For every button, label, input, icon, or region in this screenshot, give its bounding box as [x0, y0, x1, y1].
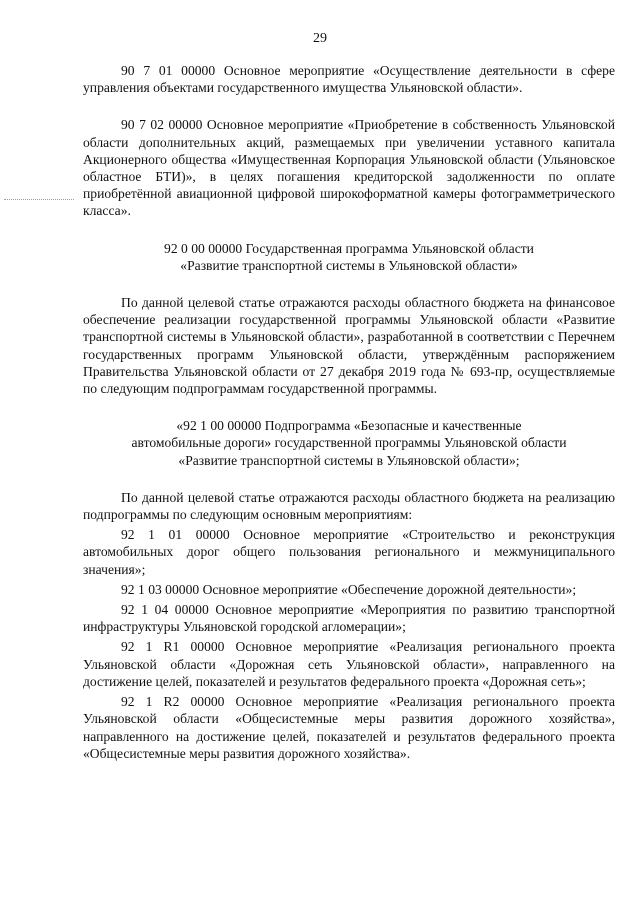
- page-number: 29: [313, 31, 327, 46]
- scan-margin-marks: [4, 199, 74, 204]
- heading-line: «Развитие транспортной системы в Ульяновской области»;: [178, 452, 520, 468]
- heading-subprogram: [83, 417, 615, 469]
- paragraph-program-description: По данной целевой статье отражаются расходы областного бюджета на финансовое обеспечение реализации государственной программы Ульяновской области «Развитие транспортной системы в Ульяновской области», разработанной в соответствии с Перечнем государственных программ Ульяновской области, утверждённым распоряжением Правительства Ульяновской области от 27 декабря 2019 года № 693-пр, осуществляемые по следующим подпрограммам государственной программы.: [83, 295, 615, 397]
- heading-line: 92 0 00 00000 Государственная программа Ульяновской области: [164, 240, 534, 256]
- list-item-92104: 92 1 04 00000 Основное мероприятие «Мероприятия по развитию транспортной инфраструктуры Ульяновской городской агломерации»;: [83, 602, 615, 635]
- heading-state-program: [83, 240, 615, 274]
- heading-line: «Развитие транспортной системы в Ульяновской области»: [180, 257, 518, 273]
- paragraph-90702: 90 7 02 00000 Основное мероприятие «Приобретение в собственность Ульяновской области дополнительных акций, размещаемых при увеличении уставного капитала Акционерного общества «Имущественная Корпорация Ульяновской области (Ульяновское областное БТИ)», в целях погашения кредиторской задолженности по оплате приобретённой авиационной цифровой широкоформатной камеры фотограмметрического класса».: [83, 117, 615, 219]
- list-item-921r1: 92 1 R1 00000 Основное мероприятие «Реализация регионального проекта Ульяновской области «Дорожная сеть Ульяновской области», направленного на достижение целей, показателей и результатов федерального проекта «Дорожная сеть»;: [83, 639, 615, 689]
- paragraph-90701: 90 7 01 00000 Основное мероприятие «Осуществление деятельности в сфере управления объектами государственного имущества Ульяновской области».: [83, 63, 615, 96]
- heading-line: автомобильные дороги» государственной программы Ульяновской области: [131, 435, 567, 451]
- list-item-92103: 92 1 03 00000 Основное мероприятие «Обеспечение дорожной деятельности»;: [121, 581, 577, 597]
- list-item-921r2: 92 1 R2 00000 Основное мероприятие «Реализация регионального проекта Ульяновской области «Общесистемные меры развития дорожного хозяйства», направленного на достижение целей, показателей и результатов федерального проекта «Общесистемные меры развития дорожного хозяйства».: [83, 694, 615, 761]
- list-item-92101: 92 1 01 00000 Основное мероприятие «Строительство и реконструкция автомобильных дорог общего пользования регионального и межмуниципального значения»;: [83, 527, 615, 577]
- heading-line: «92 1 00 00000 Подпрограмма «Безопасные и качественные: [176, 418, 522, 434]
- document-body: [83, 62, 615, 762]
- paragraph-subprogram-description: По данной целевой статье отражаются расходы областного бюджета на реализацию подпрограммы по следующим основным мероприятиям:: [83, 489, 615, 523]
